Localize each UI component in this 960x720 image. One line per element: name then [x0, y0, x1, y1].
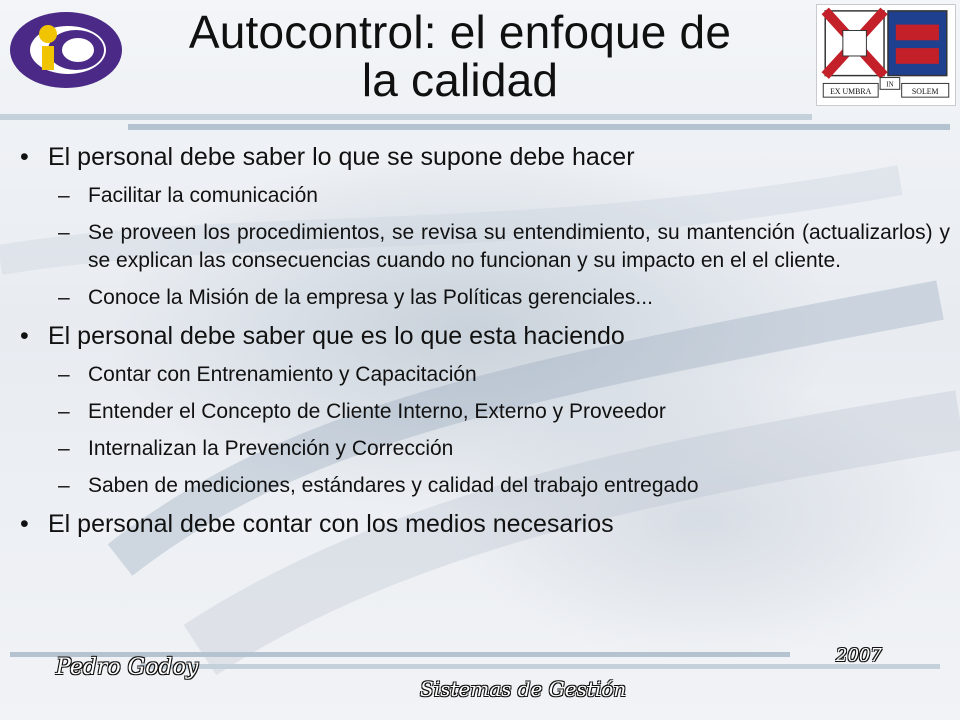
- bullet-marker: •: [20, 143, 29, 171]
- bullet-1: [20, 142, 950, 172]
- dash-marker: –: [58, 184, 70, 207]
- dash-marker: –: [58, 437, 70, 460]
- dash-marker: –: [58, 221, 70, 244]
- bullet-1-sub-2-text: Se proveen los procedimientos, se revisa su entendimiento, su mantención (actualizarlos) y se explican las consecuencias cuando no funcionan y su impacto en el el cliente.: [88, 221, 950, 272]
- bullet-marker: •: [20, 510, 29, 538]
- bullet-1-sub-3-text: Conoce la Misión de la empresa y las Políticas gerenciales...: [88, 286, 653, 309]
- bullet-2-sub-3: [20, 435, 950, 463]
- header-rule-bottom: [128, 124, 950, 130]
- department-logo: [6, 6, 130, 92]
- bullet-2-sub-4-text: Saben de mediciones, estándares y calidad del trabajo entregado: [88, 474, 699, 497]
- bullet-2-sub-2-text: Entender el Concepto de Cliente Interno, Externo y Proveedor: [88, 400, 666, 423]
- crest-motto-left: EX UMBRA: [830, 87, 872, 97]
- bullet-1-sub-1: [20, 182, 950, 210]
- university-crest: [816, 4, 956, 106]
- dash-marker: –: [58, 474, 70, 497]
- bullet-1-text: El personal debe saber lo que se supone debe hacer: [48, 143, 635, 171]
- bullet-2-sub-1-text: Contar con Entrenamiento y Capacitación: [88, 363, 477, 386]
- bullet-2-sub-4: [20, 472, 950, 500]
- title-line-1: Autocontrol: el enfoque de: [188, 6, 732, 58]
- bullet-2: [20, 321, 950, 351]
- dash-marker: –: [58, 363, 70, 386]
- bullet-marker: •: [20, 322, 29, 350]
- dash-marker: –: [58, 400, 70, 423]
- bullet-1-sub-3: [20, 284, 950, 312]
- footer-rule-bottom: [140, 664, 940, 669]
- bullet-2-sub-3-text: Internalizan la Prevención y Corrección: [88, 437, 454, 460]
- footer-course-name: Sistemas de Gestión: [420, 677, 627, 701]
- bullet-3: [20, 509, 950, 539]
- bullet-2-sub-2: [20, 398, 950, 426]
- bullet-1-sub-1-text: Facilitar la comunicación: [88, 184, 318, 207]
- header-rule-top: [0, 114, 812, 120]
- footer-year: 2007: [836, 645, 882, 666]
- slide-title: [140, 8, 780, 104]
- crest-motto-mid: IN: [886, 81, 894, 89]
- footer-author: Pedro Godoy: [56, 655, 199, 680]
- crest-motto-right: SOLEM: [911, 87, 939, 97]
- slide-content: [20, 142, 950, 549]
- dash-marker: –: [58, 286, 70, 309]
- title-line-2: la calidad: [361, 54, 559, 106]
- bullet-2-sub-1: [20, 361, 950, 389]
- bullet-2-text: El personal debe saber que es lo que esta haciendo: [48, 322, 625, 350]
- bullet-3-text: El personal debe contar con los medios necesarios: [48, 510, 614, 538]
- bullet-1-sub-2: [20, 219, 950, 275]
